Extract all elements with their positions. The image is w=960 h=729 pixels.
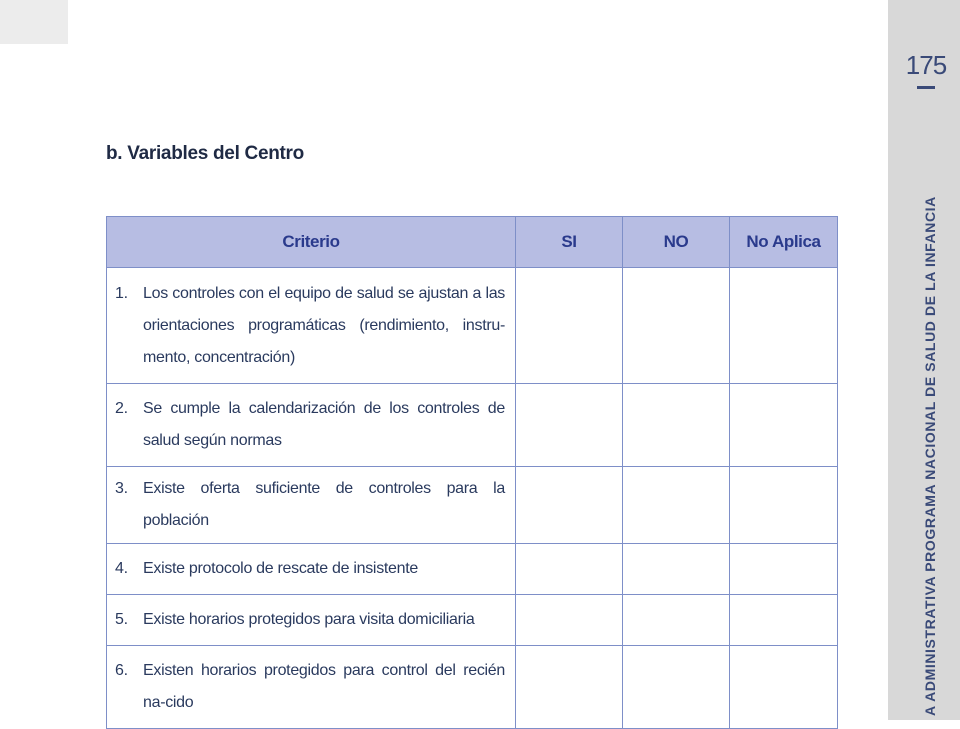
header-no: NO xyxy=(623,217,730,268)
si-cell[interactable] xyxy=(516,467,623,544)
no-aplica-cell[interactable] xyxy=(730,268,838,384)
criterion-cell xyxy=(107,384,516,467)
table-row xyxy=(107,467,838,544)
criterion-text: Existe protocolo de rescate de insistente xyxy=(143,560,418,577)
side-running-title: A ADMINISTRATIVA PROGRAMA NACIONAL DE SALUD DE LA INFANCIA xyxy=(922,196,938,716)
no-cell[interactable] xyxy=(623,268,730,384)
table-header-row xyxy=(107,217,838,268)
no-cell[interactable] xyxy=(623,646,730,729)
criterion-text: Los controles con el equipo de salud se ajustan a las orientaciones programáticas (rendimiento, instru-mento, concentración) xyxy=(143,284,505,366)
no-aplica-cell[interactable] xyxy=(730,595,838,646)
header-criterio: Criterio xyxy=(107,217,516,268)
page-number-underline xyxy=(917,86,935,89)
criterion-text: Existe oferta suficiente de controles para la población xyxy=(143,480,505,529)
criterion-cell xyxy=(107,544,516,595)
criterion-cell xyxy=(107,646,516,729)
criterion-number: 4. xyxy=(115,560,128,577)
no-aplica-cell[interactable] xyxy=(730,467,838,544)
no-aplica-cell[interactable] xyxy=(730,384,838,467)
table-row xyxy=(107,384,838,467)
no-cell[interactable] xyxy=(623,544,730,595)
si-cell[interactable] xyxy=(516,384,623,467)
no-aplica-cell[interactable] xyxy=(730,544,838,595)
table-row xyxy=(107,646,838,729)
criterion-number: 1. xyxy=(115,284,128,302)
si-cell[interactable] xyxy=(516,544,623,595)
table-row xyxy=(107,268,838,384)
criterion-number: 6. xyxy=(115,662,128,679)
no-cell[interactable] xyxy=(623,467,730,544)
section-title: b. Variables del Centro xyxy=(106,143,304,164)
corner-placeholder xyxy=(0,0,68,44)
criterion-number: 3. xyxy=(115,480,128,497)
criterion-number: 5. xyxy=(115,611,128,628)
criterion-text: Existe horarios protegidos para visita domiciliaria xyxy=(143,611,475,628)
criterion-cell xyxy=(107,595,516,646)
table-row xyxy=(107,595,838,646)
criterion-text: Se cumple la calendarización de los controles de salud según normas xyxy=(143,400,505,449)
header-si: SI xyxy=(516,217,623,268)
criterion-cell xyxy=(107,268,516,384)
criterion-number: 2. xyxy=(115,400,128,417)
no-cell[interactable] xyxy=(623,384,730,467)
criterion-text: Existen horarios protegidos para control del recién na-cido xyxy=(143,662,505,711)
criterion-cell xyxy=(107,467,516,544)
header-no-aplica: No Aplica xyxy=(730,217,838,268)
no-aplica-cell[interactable] xyxy=(730,646,838,729)
si-cell[interactable] xyxy=(516,268,623,384)
criteria-table xyxy=(106,216,838,729)
table-row xyxy=(107,544,838,595)
page-number: 175 xyxy=(905,50,947,80)
si-cell[interactable] xyxy=(516,646,623,729)
si-cell[interactable] xyxy=(516,595,623,646)
no-cell[interactable] xyxy=(623,595,730,646)
